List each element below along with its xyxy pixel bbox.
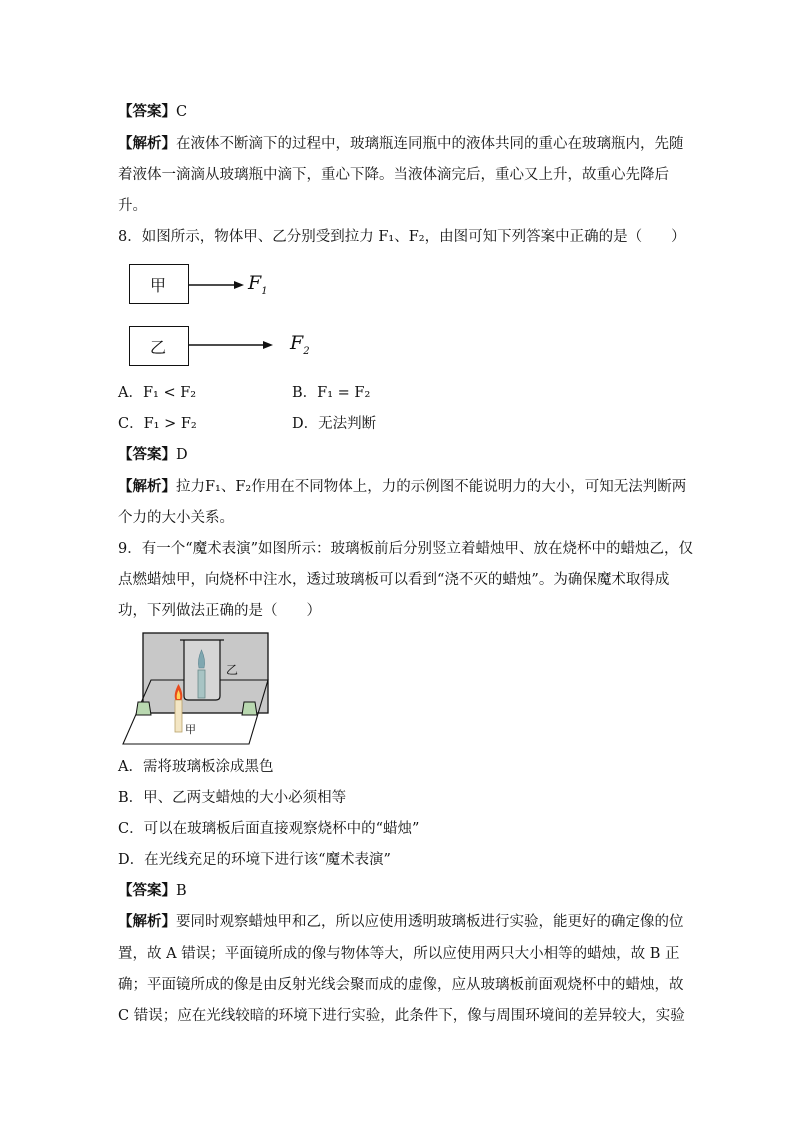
q8-analysis-line-1 bbox=[118, 477, 686, 497]
right-support bbox=[242, 702, 257, 715]
q9-answer-line bbox=[118, 881, 187, 901]
analysis-tag: 【解析】 bbox=[118, 478, 176, 495]
q8-stem: 8．如图所示，物体甲、乙分别受到拉力 F₁、F₂，由图可知下列答案中正确的是（ ） bbox=[118, 229, 686, 245]
q9-analysis-line-4: C 错误；应在光线较暗的环境下进行实验，此条件下，像与周围环境间的差异较大，实验 bbox=[118, 1008, 685, 1024]
q7-analysis-line-2: 着液体一滴滴从玻璃瓶中滴下，重心下降。当液体滴完后，重心又上升，故重心先降后 bbox=[118, 167, 669, 183]
analysis-tag: 【解析】 bbox=[118, 913, 176, 930]
q8-analysis-line-2: 个力的大小关系。 bbox=[118, 510, 234, 526]
q8-option-b: B．F₁ = F₂ bbox=[292, 385, 371, 401]
q8-option-a: A．F₁ < F₂ bbox=[118, 385, 197, 401]
q9-analysis-line-3: 确；平面镜所成的像是由反射光线会聚而成的虚像，应从玻璃板前面观烧杯中的蜡烛，故 bbox=[118, 977, 684, 993]
q8-answer-line bbox=[118, 445, 188, 465]
q9-option-d: D．在光线充足的环境下进行该“魔术表演” bbox=[118, 852, 391, 868]
candle-yi-label: 乙 bbox=[226, 663, 239, 677]
q8-figure bbox=[120, 258, 320, 370]
left-support bbox=[136, 702, 151, 715]
answer-value: B bbox=[176, 883, 187, 899]
q9-stem-line-1: 9．有一个“魔术表演”如图所示：玻璃板前后分别竖立着蜡烛甲、放在烧杯中的蜡烛乙，仅 bbox=[118, 541, 694, 557]
label-f2: $F_2$ bbox=[290, 332, 310, 357]
q9-option-b: B．甲、乙两支蜡烛的大小必须相等 bbox=[118, 790, 347, 806]
q9-option-c: C．可以在玻璃板后面直接观察烧杯中的“蜡烛” bbox=[118, 821, 420, 837]
q9-stem-line-3: 功，下列做法正确的是（ ） bbox=[118, 603, 321, 619]
answer-value: D bbox=[176, 447, 188, 463]
answer-tag: 【答案】 bbox=[118, 882, 176, 899]
q7-answer-line bbox=[118, 102, 187, 122]
label-f1: $F_1$ bbox=[248, 272, 268, 297]
answer-value: C bbox=[176, 104, 188, 120]
q9-option-a: A．需将玻璃板涂成黑色 bbox=[118, 759, 274, 775]
q8-option-d: D．无法判断 bbox=[292, 416, 377, 432]
analysis-text: 在液体不断滴下的过程中，玻璃瓶连同瓶中的液体共同的重心在玻璃瓶内，先随 bbox=[176, 136, 684, 152]
candle-jia bbox=[175, 700, 182, 732]
box-jia-label: 甲 bbox=[150, 276, 167, 295]
q7-analysis-line-3: 升。 bbox=[118, 198, 147, 214]
candle-jia-label: 甲 bbox=[185, 723, 196, 736]
q8-option-c: C．F₁ > F₂ bbox=[118, 416, 197, 432]
q9-figure bbox=[118, 628, 278, 750]
box-yi-label: 乙 bbox=[150, 338, 167, 357]
q9-analysis-line-2: 置，故 A 错误；平面镜所成的像与物体等大，所以应使用两只大小相等的蜡烛，故 B 正 bbox=[118, 946, 680, 962]
magic-candle-diagram bbox=[118, 628, 278, 750]
arrow-f2-head bbox=[263, 341, 273, 349]
answer-tag: 【答案】 bbox=[118, 446, 176, 463]
candle-yi bbox=[198, 670, 205, 698]
q9-stem-line-2: 点燃蜡烛甲，向烧杯中注水，透过玻璃板可以看到“浇不灭的蜡烛”。为确保魔术取得成 bbox=[118, 572, 670, 588]
answer-tag: 【答案】 bbox=[118, 103, 176, 120]
analysis-text: 拉力F₁、F₂作用在不同物体上，力的示例图不能说明力的大小，可知无法判断两 bbox=[176, 479, 687, 495]
arrow-f1-head bbox=[234, 281, 244, 289]
analysis-tag: 【解析】 bbox=[118, 135, 176, 152]
q7-analysis-line-1 bbox=[118, 134, 684, 154]
analysis-text: 要同时观察蜡烛甲和乙，所以应使用透明玻璃板进行实验，能更好的确定像的位 bbox=[176, 914, 684, 930]
q9-analysis-line-1 bbox=[118, 912, 684, 932]
